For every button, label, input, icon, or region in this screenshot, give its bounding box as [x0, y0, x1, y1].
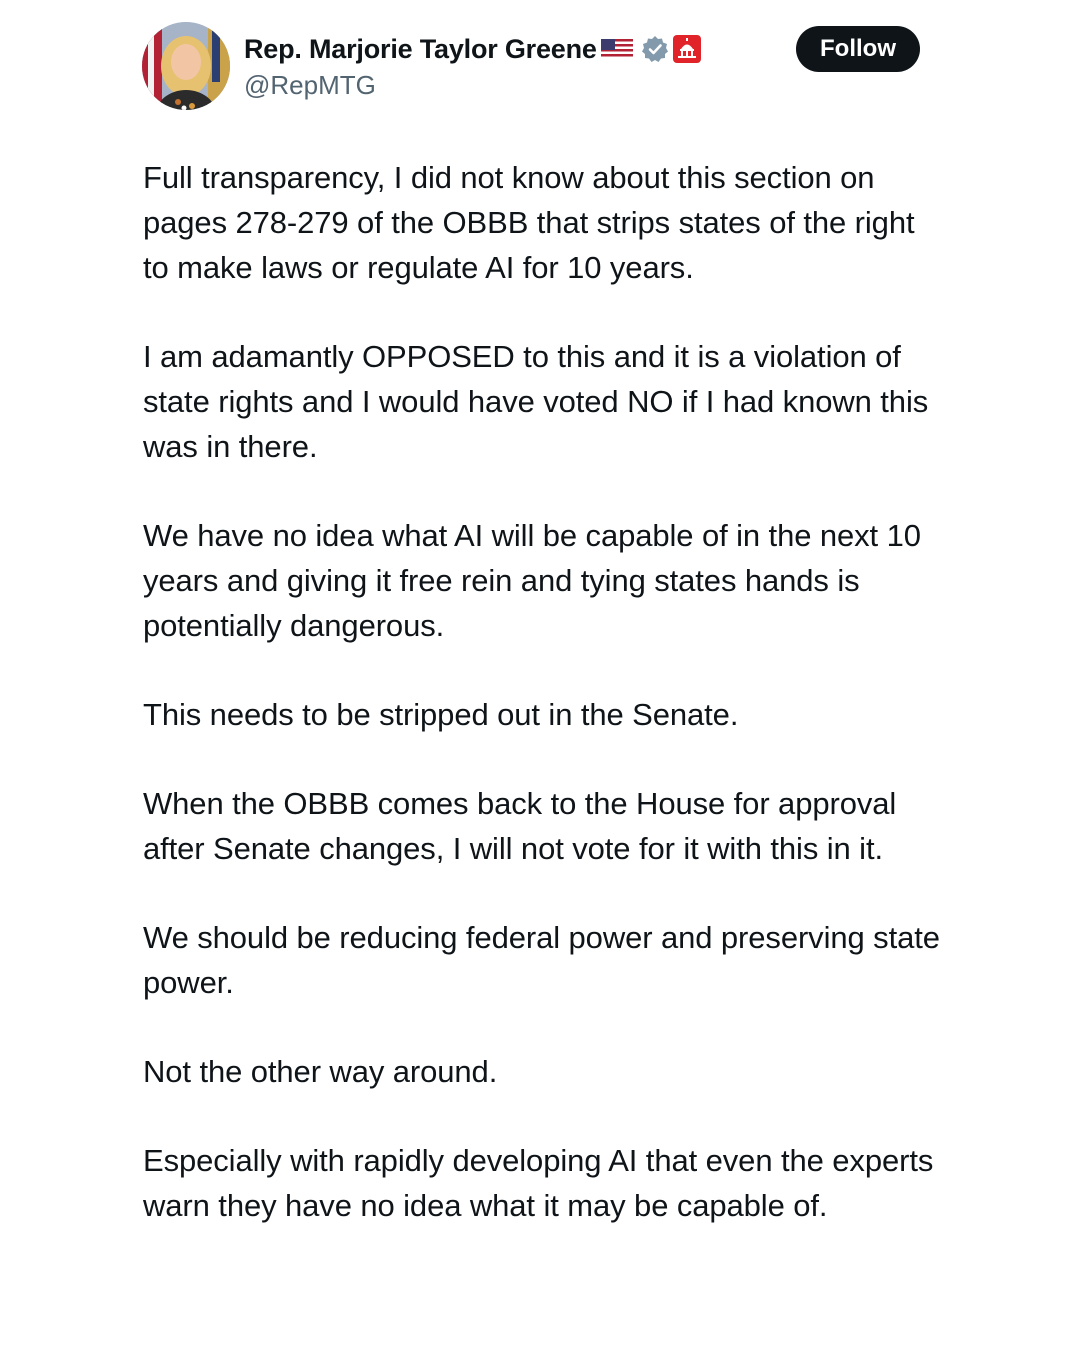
tweet-text: [143, 155, 943, 1272]
us-flag-icon: [601, 39, 633, 59]
handle[interactable]: @RepMTG: [244, 70, 376, 100]
author-info: [244, 30, 804, 101]
tweet-paragraph: We should be reducing federal power and preserving state power.: [143, 920, 940, 1000]
tweet-paragraph: Not the other way around.: [143, 1054, 498, 1089]
display-name[interactable]: Rep. Marjorie Taylor Greene: [244, 33, 597, 64]
avatar-image: [142, 22, 230, 110]
avatar[interactable]: [142, 22, 230, 110]
follow-button[interactable]: Follow: [796, 26, 920, 72]
tweet-paragraph: Full transparency, I did not know about this section on pages 278-279 of the OBBB that strips states of the right to make laws or regulate AI for 10 years.: [143, 160, 915, 285]
tweet-paragraph: We have no idea what AI will be capable of in the next 10 years and giving it free rein and tying states hands is potentially dangerous.: [143, 518, 921, 643]
capitol-icon[interactable]: [673, 35, 701, 63]
verified-gray-icon[interactable]: [641, 35, 669, 63]
tweet-paragraph: I am adamantly OPPOSED to this and it is a violation of state rights and I would have voted NO if I had known this was in there.: [143, 339, 929, 464]
tweet-paragraph: This needs to be stripped out in the Senate.: [143, 697, 739, 732]
tweet-header: [142, 22, 922, 112]
tweet-paragraph: Especially with rapidly developing AI that even the experts warn they have no idea what it may be capable of.: [143, 1143, 934, 1223]
tweet-paragraph: When the OBBB comes back to the House for approval after Senate changes, I will not vote for it with this in it.: [143, 786, 897, 866]
name-row: [244, 30, 804, 68]
